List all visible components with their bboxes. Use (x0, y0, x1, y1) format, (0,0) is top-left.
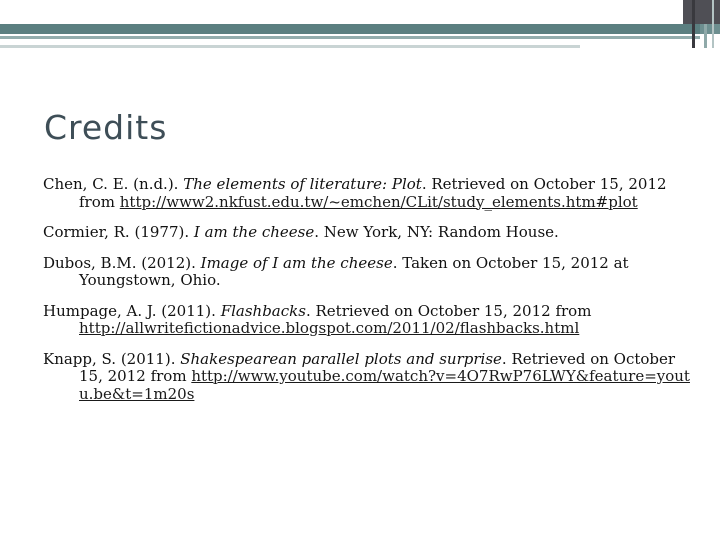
reference-title: Flashbacks (220, 301, 306, 320)
reference-detail: . Taken on October 15, 2012 at Youngstown, Ohio. (79, 253, 629, 289)
header-top (0, 0, 720, 24)
reference-detail: . Retrieved on October 15, 2012 from (305, 301, 592, 320)
reference-item (43, 303, 693, 338)
reference-title: The elements of literature: Plot (183, 175, 422, 193)
reference-detail: . Retrieved on October 15, 2012 from (79, 349, 676, 385)
reference-item (43, 351, 693, 404)
reference-detail: . New York, NY: Random House. (314, 223, 559, 241)
corner-stripe (704, 24, 707, 48)
reference-item (43, 176, 693, 211)
reference-author: Cormier, R. (1977). (43, 223, 194, 241)
corner-stripe (700, 24, 720, 34)
reference-title: Shakespearean parallel plots and surprise (180, 349, 502, 368)
reference-list (43, 176, 693, 416)
corner-stripe (692, 0, 695, 48)
reference-item (43, 224, 693, 242)
reference-link[interactable]: http://allwritefictionadvice.blogspot.com/2011/02/flashbacks.html (79, 319, 580, 337)
reference-author: Dubos, B.M. (2012). (43, 253, 201, 272)
reference-author: Chen, C. E. (n.d.). (43, 175, 184, 193)
reference-author: Knapp, S. (2011). (43, 349, 181, 368)
reference-item (43, 255, 693, 290)
header-line (0, 36, 700, 39)
reference-link[interactable]: http://www.youtube.com/watch?v=4O7RwP76LWY&feature=youtu.be&t=1m20s (79, 367, 690, 403)
reference-title: I am the cheese (193, 223, 315, 241)
reference-author: Humpage, A. J. (2011). (43, 301, 221, 320)
corner-block (683, 0, 720, 24)
header-line-light (0, 45, 580, 48)
reference-link[interactable]: http://www2.nkfust.edu.tw/~emchen/CLit/study_elements.htm#plot (119, 192, 638, 211)
reference-detail: . Retrieved on October 15, 2012 from (79, 175, 667, 211)
header-band (0, 24, 700, 34)
slide-title: Credits (44, 108, 168, 147)
reference-title: Image of I am the cheese (200, 253, 393, 272)
corner-stripe (712, 0, 714, 48)
